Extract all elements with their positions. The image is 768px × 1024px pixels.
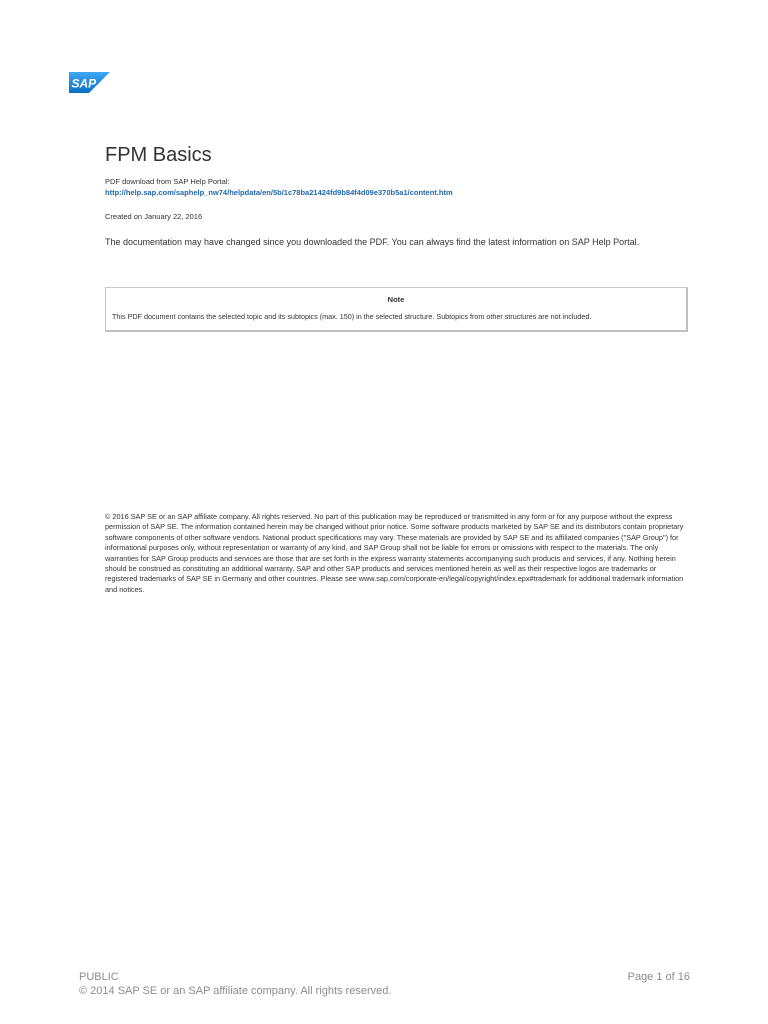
legal-copyright-notice: © 2016 SAP SE or an SAP affiliate company. All rights reserved. No part of this publication may be reproduced or transmitted in any form or for any purpose without the express permission of SAP SE. The information contained herein may be changed without prior notice. Some software products marketed by SAP SE and its distributors contain proprietary software components of other software vendors. National product specifications may vary. These materials are provided by SAP SE and its affiliated companies ("SAP Group") for informational purposes only, without representation or warranty of any kind, and SAP Group shall not be liable for errors or omissions with respect to the materials. The only warranties for SAP Group products and services are those that are set forth in the express warranty statements accompanying such products and services, if any. Nothing herein should be construed as constituting an additional warranty. SAP and other SAP products and services mentioned herein as well as their respective logos are trademarks or registered trademarks of SAP SE in Germany and other countries. Please see www.sap.com/corporate-en/legal/copyright/index.epx#trademark for additional trademark information and notices. bbox=[105, 512, 684, 594]
footer-copyright: © 2014 SAP SE or an SAP affiliate company. All rights reserved. bbox=[79, 985, 392, 997]
document-title: FPM Basics bbox=[105, 144, 212, 166]
logo-text: SAP bbox=[71, 76, 97, 91]
page-number: Page 1 of 16 bbox=[627, 971, 690, 983]
sap-logo bbox=[69, 72, 110, 93]
note-box bbox=[105, 287, 688, 332]
pdf-source-label: PDF download from SAP Help Portal: bbox=[105, 177, 230, 186]
created-date: Created on January 22, 2016 bbox=[105, 212, 203, 221]
note-text: This PDF document contains the selected topic and its subtopics (max. 150) in the selected structure. Subtopics from other structures are not included. bbox=[112, 312, 592, 321]
footer-classification: PUBLIC bbox=[79, 971, 119, 983]
sap-logo-icon bbox=[69, 72, 110, 93]
source-url-link[interactable]: http://help.sap.com/saphelp_nw74/helpdata/en/5b/1c78ba21424fd9b84f4d09e370b5a1/content.htm bbox=[105, 188, 453, 197]
documentation-notice: The documentation may have changed since you downloaded the PDF. You can always find the latest information on SAP Help Portal. bbox=[105, 237, 640, 247]
note-title: Note bbox=[387, 295, 405, 304]
